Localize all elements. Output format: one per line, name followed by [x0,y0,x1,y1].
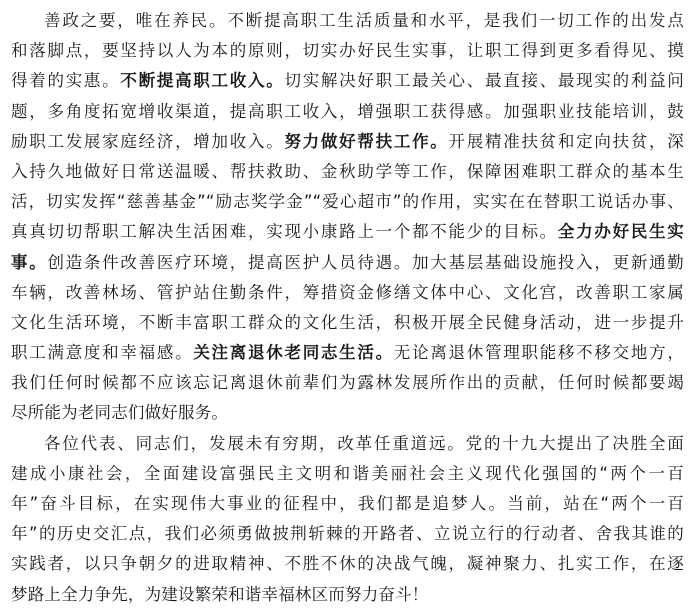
paragraph-1 [11,6,684,429]
text-line [11,127,684,157]
text-line [11,217,684,247]
text-segment: 创造条件改善医疗环境，提高医护人员待遇。加大基层基础设施投入，更新通勤 [47,252,684,272]
text-line [11,66,684,96]
text-segment: 题，多角度拓宽增收渠道，提高职工收入，增强职工获得感。加强职业技能培训，鼓 [11,101,684,121]
text-segment: 建成小康社会，全面建设富强民主文明和谐美丽社会主义现代化强国的“两个一百 [11,463,684,483]
text-line [11,248,684,278]
text-segment: 得着的实惠。 [11,71,121,91]
text-segment: 我们任何时候都不应该忘记离退休前辈们为露林发展所作出的贡献，任何时候都要竭 [11,373,684,393]
text-line [11,338,684,368]
bold-heading-segment: 全力办好民生实 [557,222,684,242]
text-segment: 善政之要，唯在养民。不断提高职工生活质量和水平，是我们一切工作的出发点 [44,11,684,30]
text-segment: 车辆，改善林场、管护站住勤条件，筹措资金修缮文体中心、文化宫，改善职工家属 [11,282,684,302]
bold-heading-segment: 不断提高职工收入。 [120,71,285,91]
text-line [11,278,684,308]
text-line [11,429,684,459]
text-line [11,519,684,549]
text-segment: 尽所能为老同志们做好服务。 [11,403,229,423]
text-line [11,36,684,66]
text-line [11,459,684,489]
text-segment: 职工满意度和幸福感。 [11,343,194,363]
text-segment: 年”奋斗目标，在实现伟大事业的征程中，我们都是追梦人。当前，站在“两个一百 [11,494,684,513]
bold-heading-segment: 努力做好帮扶工作。 [284,131,449,151]
text-segment: 梦路上全力争先，为建设繁荣和谐幸福林区而努力奋斗！ [11,584,429,604]
text-segment: 入持久地做好日常送温暖、帮扶救助、金秋助学等工作，保障困难职工群众的基本生 [11,161,684,181]
bold-heading-segment: 关注离退休老同志生活。 [193,343,394,363]
text-line [11,308,684,338]
text-segment: 切实解决好职工最关心、最直接、最现实的利益问 [284,71,684,91]
text-segment: 励职工发展家庭经济，增加收入。 [11,131,285,151]
text-segment: 真真切切帮职工解决生活困难，实现小康路上一个都不能少的目标。 [11,222,558,242]
text-line [11,549,684,579]
bold-heading-segment: 事。 [11,252,48,272]
text-line [11,187,684,217]
text-segment: 实践者，以只争朝夕的进取精神、不胜不休的决战气魄，凝神聚力、扎实工作，在逐 [11,554,684,574]
text-line [11,580,684,610]
text-segment: 开展精准扶贫和定向扶贫，深 [448,131,684,151]
text-line [11,398,684,428]
text-segment: 无论离退休管理职能移不移交地方， [393,343,684,363]
text-line [11,97,684,127]
text-segment: 文化生活环境，不断丰富职工群众的文化生活，积极开展全民健身活动，进一步提升 [11,312,684,332]
text-line [11,368,684,398]
text-line [11,489,684,519]
paragraph-2 [11,429,684,610]
text-segment: 和落脚点，要坚持以人为本的原则，切实办好民生实事，让职工得到更多看得见、摸 [11,41,684,61]
text-line [11,6,684,36]
text-segment: 活，切实发挥“慈善基金”“励志奖学金”“爱心超市”的作用，实实在在替职工说话办事、 [11,192,684,212]
text-segment: 年”的历史交汇点，我们必须勇做披荆斩棘的开路者、立说立行的行动者、舍我其谁的 [11,524,684,544]
text-segment: 各位代表、同志们，发展未有穷期，改革任重道远。党的十九大提出了决胜全面 [44,433,684,453]
text-line [11,157,684,187]
